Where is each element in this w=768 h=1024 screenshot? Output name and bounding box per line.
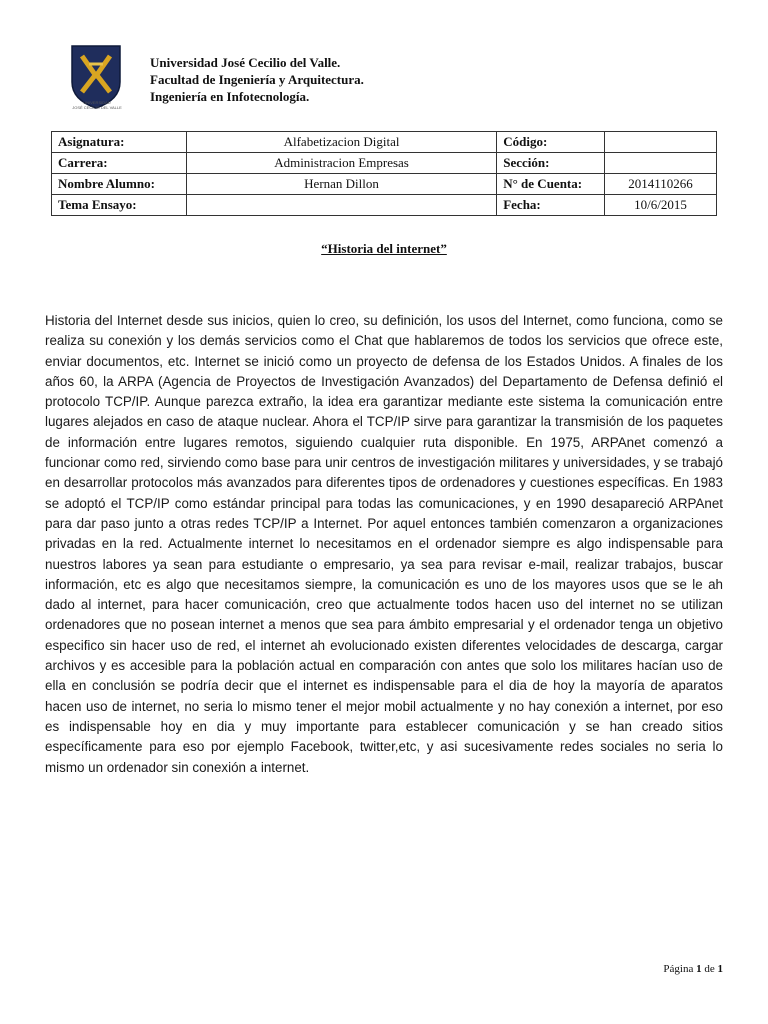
page-word: Página <box>663 963 694 975</box>
subject-label: Asignatura: <box>52 132 187 153</box>
section-label: Sección: <box>497 153 605 174</box>
page-of: de <box>704 963 715 975</box>
essay-title: “Historia del internet” <box>321 241 447 256</box>
table-row <box>52 132 717 153</box>
date-label: Fecha: <box>497 195 605 216</box>
page-current: 1 <box>696 963 702 975</box>
table-row <box>52 195 717 216</box>
subject-value: Alfabetizacion Digital <box>186 132 496 153</box>
table-row <box>52 153 717 174</box>
program-name: Ingeniería en Infotecnología. <box>150 89 310 104</box>
account-number-label: N° de Cuenta: <box>497 174 605 195</box>
logo-caption-line1: UNIVERSIDAD <box>83 100 111 105</box>
university-name: Universidad José Cecilio del Valle. <box>150 55 341 70</box>
section-value <box>605 153 717 174</box>
student-info-table <box>51 131 717 216</box>
table-row <box>52 174 717 195</box>
essay-topic-value <box>186 195 496 216</box>
page-number-footer <box>663 963 723 975</box>
date-value: 10/6/2015 <box>605 195 717 216</box>
logo-caption <box>64 100 130 110</box>
student-name-label: Nombre Alumno: <box>52 174 187 195</box>
essay-body: Historia del Internet desde sus inicios, quien lo creo, su definición, los usos del Internet, como funciona, como se realiza su conexión y los demás servicios como el Chat que hablaremos de todos los servicios que ofrece este, enviar documentos, etc. Internet se inició como un proyecto de defensa de los Estados Unidos. A finales de los años 60, la ARPA (Agencia de Proyectos de Investigación Avanzados) del Departamento de Defensa definió el protocolo TCP/IP. Aunque parezca extraño, la idea era garantizar mediante este sistema la comunicación entre lugares alejados en caso de ataque nuclear. Ahora el TCP/IP sirve para garantizar la transmisión de los paquetes de información entre lugares remotos, siguiendo cualquier ruta disponible. En 1975, ARPAnet comenzó a funcionar como red, sirviendo como base para unir centros de investigación militares y universidades, y se trabajó en desarrollar protocolos más avanzados para diferentes tipos de ordenadores y cuestiones específicas. En 1983 se adoptó el TCP/IP como estándar principal para todas las comunicaciones, y en 1990 desapareció ARPAnet para dar paso junto a otras redes TCP/IP a Internet. Por aquel entonces también comenzaron a organizaciones privadas en la red. Actualmente internet lo necesitamos en el ordenador siempre es algo indispensable para nuestros labores ya sean para estudiante o empresario, ya sea para revisar e-mail, realizar trabajos, buscar información, etc es algo que necesitamos siempre, la comunicación es uno de los mayores usos que se le ah dado al internet, para hacer comunicación, creo que actualmente todos hacen uso del internet no se utilizan ordenadores que no posean internet a menos que sea para ámbito empresarial y el ordenador tenga un objetivo especifico sin hacer uso de red, el internet ah evolucionado existen diferentes velocidades de descarga, cargar archivos y es accesible para la población actual en comparación con antes que solo los militares hacían uso de ella en conclusión se podría decir que el internet es indispensable para el dia de hoy la mayoría de aparatos hacen uso de internet, no seria lo mismo tener el mejor mobil actualmente y no hay conexión a internet, por eso es indispensable hoy en dia y muy importante para establecer comunicación y se han creado sitios específicamente para eso por ejemplo Facebook, twitter,etc, y asi sucesivamente redes sociales no seria lo mismo un ordenador sin conexión a internet. <box>45 313 723 775</box>
page-total: 1 <box>717 963 723 975</box>
code-value <box>605 132 717 153</box>
student-name-value: Hernan Dillon <box>186 174 496 195</box>
faculty-name: Facultad de Ingeniería y Arquitectura. <box>150 72 364 87</box>
career-label: Carrera: <box>52 153 187 174</box>
career-value: Administracion Empresas <box>186 153 496 174</box>
document-header <box>150 54 364 105</box>
essay-topic-label: Tema Ensayo: <box>52 195 187 216</box>
logo-caption-line2: JOSÉ CECILIO DEL VALLE <box>72 105 122 110</box>
code-label: Código: <box>497 132 605 153</box>
account-number-value: 2014110266 <box>605 174 717 195</box>
